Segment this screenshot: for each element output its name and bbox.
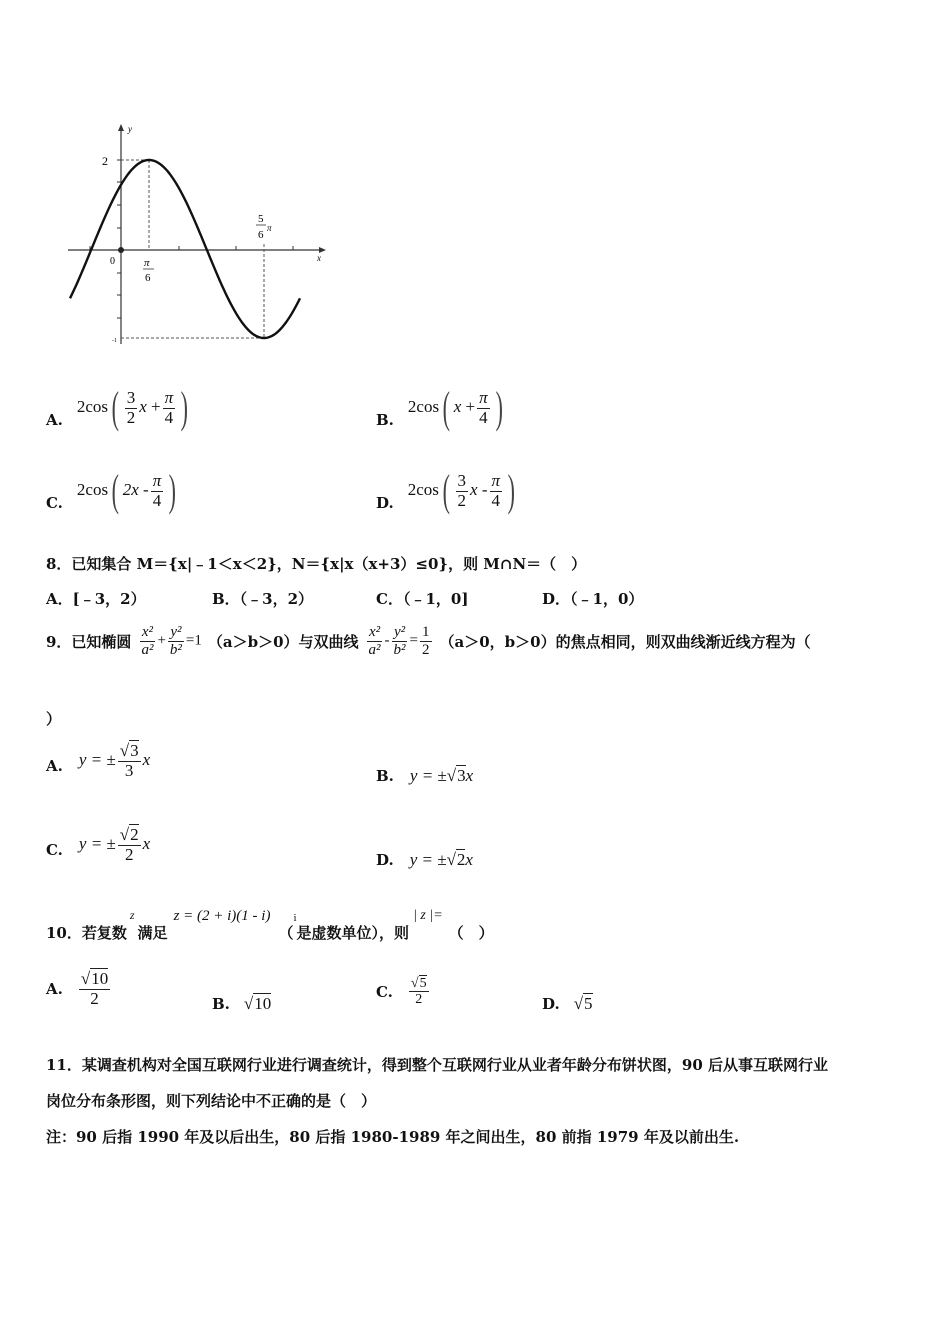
q9-option-a[interactable] — [46, 742, 150, 780]
q10-z: z — [129, 908, 135, 922]
q7-option-c-label: C. — [46, 494, 63, 512]
q9-d-root: 2 — [456, 850, 466, 869]
q9-ellipse-plus: + — [157, 632, 166, 649]
x-axis-label: x — [317, 253, 321, 263]
q9-hyper-rden: 2 — [422, 641, 430, 658]
q7-option-a-label: A. — [46, 411, 63, 429]
q9-c-formula: y = ± $\frac{√2}{2}$ x — [78, 825, 151, 864]
q7-option-b-formula: 2cos( x + $\frac{\pi}{4}$ ) — [407, 383, 503, 432]
q10-c-formula: $\frac{√5}{2}$ — [410, 976, 427, 1008]
q7-a-bden: 4 — [164, 407, 174, 427]
q10-i: i — [293, 912, 297, 924]
q7-c-bnum: π — [152, 470, 162, 490]
q9-ellipse-a2: a² — [141, 641, 154, 658]
q9-c-label: C. — [46, 841, 63, 860]
q10-prefix: 10．若复数 — [46, 924, 127, 942]
cosine-graph — [60, 118, 350, 358]
q10-a-formula: $\frac{√10}{2}$ — [80, 969, 109, 1008]
q10-paren-rest: 是虚数单位），则 — [296, 924, 410, 942]
y-min-label: -1 — [112, 338, 117, 344]
y-axis-arrow — [118, 124, 124, 131]
q10-c-root: 5 — [419, 976, 427, 991]
cosine-curve — [70, 160, 300, 338]
q7-c-coef: 2cos — [76, 479, 109, 499]
q10-a-den: 2 — [90, 988, 99, 1008]
q9-option-d[interactable] — [376, 850, 473, 870]
origin-dot — [118, 247, 124, 253]
q7-d-bnum: π — [491, 470, 501, 490]
q9-d-formula: y = ±√2x — [409, 850, 473, 869]
q9-c-den: 2 — [124, 844, 134, 864]
q7-c-bden: 4 — [152, 490, 162, 510]
q8-option-a[interactable]: A．[﹣3，2） — [46, 590, 146, 608]
q9-ellipse-eq — [137, 624, 201, 658]
q7-a-coef: 2cos — [76, 396, 109, 416]
q7-a-bnum: π — [164, 387, 174, 407]
q10-c-label: C. — [376, 982, 393, 1001]
q7-option-d[interactable] — [376, 466, 519, 515]
q10-b-formula: √10 — [243, 994, 272, 1013]
q9-c-post: x — [142, 834, 151, 854]
q9-stem — [46, 624, 811, 658]
y-axis-label: y — [128, 124, 132, 134]
q9-close: ） — [46, 710, 62, 728]
q10-stem — [46, 908, 494, 942]
q9-a-label: A. — [46, 757, 63, 776]
x-tick2-num: 5 — [258, 213, 264, 225]
q7-b-sign: + — [465, 396, 476, 416]
q7-option-a-formula: 2cos( $\frac{3}{2}$ x + $\frac{\pi}{4}$ ) — [76, 383, 189, 432]
q10-d-formula: √5 — [573, 994, 593, 1013]
q10-b-root: 10 — [254, 994, 272, 1013]
q8-option-c[interactable]: C．（﹣1，0] — [376, 590, 469, 608]
q9-ellipse-y2: y² — [170, 624, 182, 640]
x-tick1-den: 6 — [145, 272, 151, 284]
q7-d-num: 3 — [457, 470, 467, 490]
q10-option-a[interactable] — [46, 970, 112, 1008]
q9-hyper-b2: b² — [393, 641, 406, 658]
q10-mid: 满足 — [137, 924, 168, 942]
q9-d-pre: y = ± — [409, 850, 447, 869]
q9-hyper-x2: x² — [368, 624, 381, 640]
q9-ellipse-x2: x² — [141, 624, 154, 640]
q11-line1: 11．某调查机构对全国互联网行业进行调查统计，得到整个互联网行业从业者年龄分布饼状图，90 后从事互联网行业 — [46, 1056, 828, 1074]
q9-hyper-a2: a² — [368, 641, 381, 658]
q9-ellipse-b2: b² — [169, 641, 182, 658]
q10-option-c[interactable] — [376, 976, 431, 1008]
q7-b-bden: 4 — [479, 407, 488, 427]
q9-option-c[interactable] — [46, 826, 150, 864]
q9-d-label: D. — [376, 851, 394, 869]
q9-suffix: （a＞0，b＞0）的焦点相同，则双曲线渐近线方程为（ — [439, 632, 811, 651]
q9-b-label: B. — [376, 767, 394, 785]
q11-note: 注：90 后指 1990 年及以后出生，80 后指 1980-1989 年之间出生，80 前指 1979 年及以前出生. — [46, 1128, 740, 1146]
q10-a-label: A. — [46, 980, 63, 999]
q9-a-formula: y = ± $\frac{√3}{3}$ x — [78, 741, 151, 780]
q7-a-sign: + — [151, 396, 161, 416]
q7-b-var: x — [453, 396, 462, 416]
q9-a-den: 3 — [124, 760, 134, 780]
q9-a-post: x — [142, 750, 151, 770]
q7-d-var: x — [470, 479, 478, 499]
q7-d-coef: 2cos — [407, 479, 439, 499]
q9-b-pre: y = ± — [409, 766, 447, 785]
q7-d-den: 2 — [457, 490, 467, 510]
origin-label: 0 — [110, 256, 115, 267]
q10-tail: （ ） — [448, 924, 494, 942]
q7-b-coef: 2cos — [407, 396, 440, 416]
q10-option-b[interactable] — [212, 994, 271, 1014]
q10-paren-open: （ — [278, 924, 294, 942]
q8-option-d[interactable]: D．（﹣1，0） — [542, 590, 644, 608]
q9-hyper-y2: y² — [393, 624, 406, 640]
q10-b-label: B. — [212, 995, 230, 1013]
q7-option-b-label: B. — [376, 411, 394, 429]
q10-d-root: 5 — [584, 994, 593, 1013]
q9-c-pre: y = ± — [78, 834, 116, 854]
q9-a-pre: y = ± — [78, 750, 116, 770]
q9-b-post: x — [465, 766, 474, 785]
x-tick2-den: 6 — [258, 229, 264, 241]
q10-a-root: 10 — [91, 969, 109, 988]
q7-b-bnum: π — [479, 387, 488, 407]
q9-d-post: x — [465, 850, 473, 869]
q9-hyper-minus: - — [384, 632, 390, 649]
q9-hyper-eqsign: = — [409, 632, 419, 649]
q7-c-sign: - — [143, 479, 149, 499]
q9-ellipse-eq1: =1 — [185, 632, 202, 649]
q7-d-bden: 4 — [491, 490, 501, 510]
q7-a-var: x — [139, 396, 147, 416]
q7-option-d-formula: 2cos( $\frac{3}{2}$ x - $\frac{\pi}{4}$ ) — [407, 466, 516, 515]
q9-prefix: 9．已知椭圆 — [46, 632, 132, 651]
q9-hyper-rnum: 1 — [422, 624, 430, 640]
q9-b-formula: y = ±√3x — [409, 766, 474, 785]
q7-a-den: 2 — [126, 407, 136, 427]
x-tick1-num: π — [144, 257, 150, 269]
q11-line2: 岗位分布条形图，则下列结论中不正确的是（ ） — [46, 1092, 377, 1110]
q9-option-b[interactable] — [376, 766, 473, 786]
q7-option-c-formula: 2cos( 2x - $\frac{\pi}{4}$ ) — [76, 466, 177, 515]
q10-c-den: 2 — [415, 992, 423, 1008]
q10-option-d[interactable] — [542, 994, 593, 1014]
y-max-label: 2 — [102, 154, 108, 168]
q8-option-b[interactable]: B．（﹣3，2） — [212, 590, 314, 608]
q9-c-num: 2 — [130, 825, 139, 844]
q8-stem: 8．已知集合 M＝{x|﹣1＜x＜2}，N＝{x|x（x+3）≤0}，则 M∩N＝（ ） — [46, 555, 587, 573]
q7-option-b[interactable] — [376, 383, 506, 432]
q7-option-d-label: D. — [376, 494, 394, 512]
q9-b-root: 3 — [457, 766, 466, 785]
q10-equation: z = (2 + i)(1 - i) — [173, 908, 271, 924]
q10-modz: | z |= — [413, 908, 443, 923]
q9-a-num: 3 — [130, 741, 139, 760]
x-tick2-pi: π — [267, 223, 272, 233]
q7-c-lead: 2x — [122, 479, 139, 499]
q7-option-c[interactable] — [46, 466, 180, 515]
q7-a-num: 3 — [126, 387, 136, 407]
q7-option-a[interactable] — [46, 383, 192, 432]
q7-d-sign: - — [481, 479, 488, 499]
q9-mid: （a＞b＞0）与双曲线 — [207, 632, 359, 651]
q10-d-label: D. — [542, 995, 560, 1013]
q9-hyper-eq — [365, 624, 434, 658]
